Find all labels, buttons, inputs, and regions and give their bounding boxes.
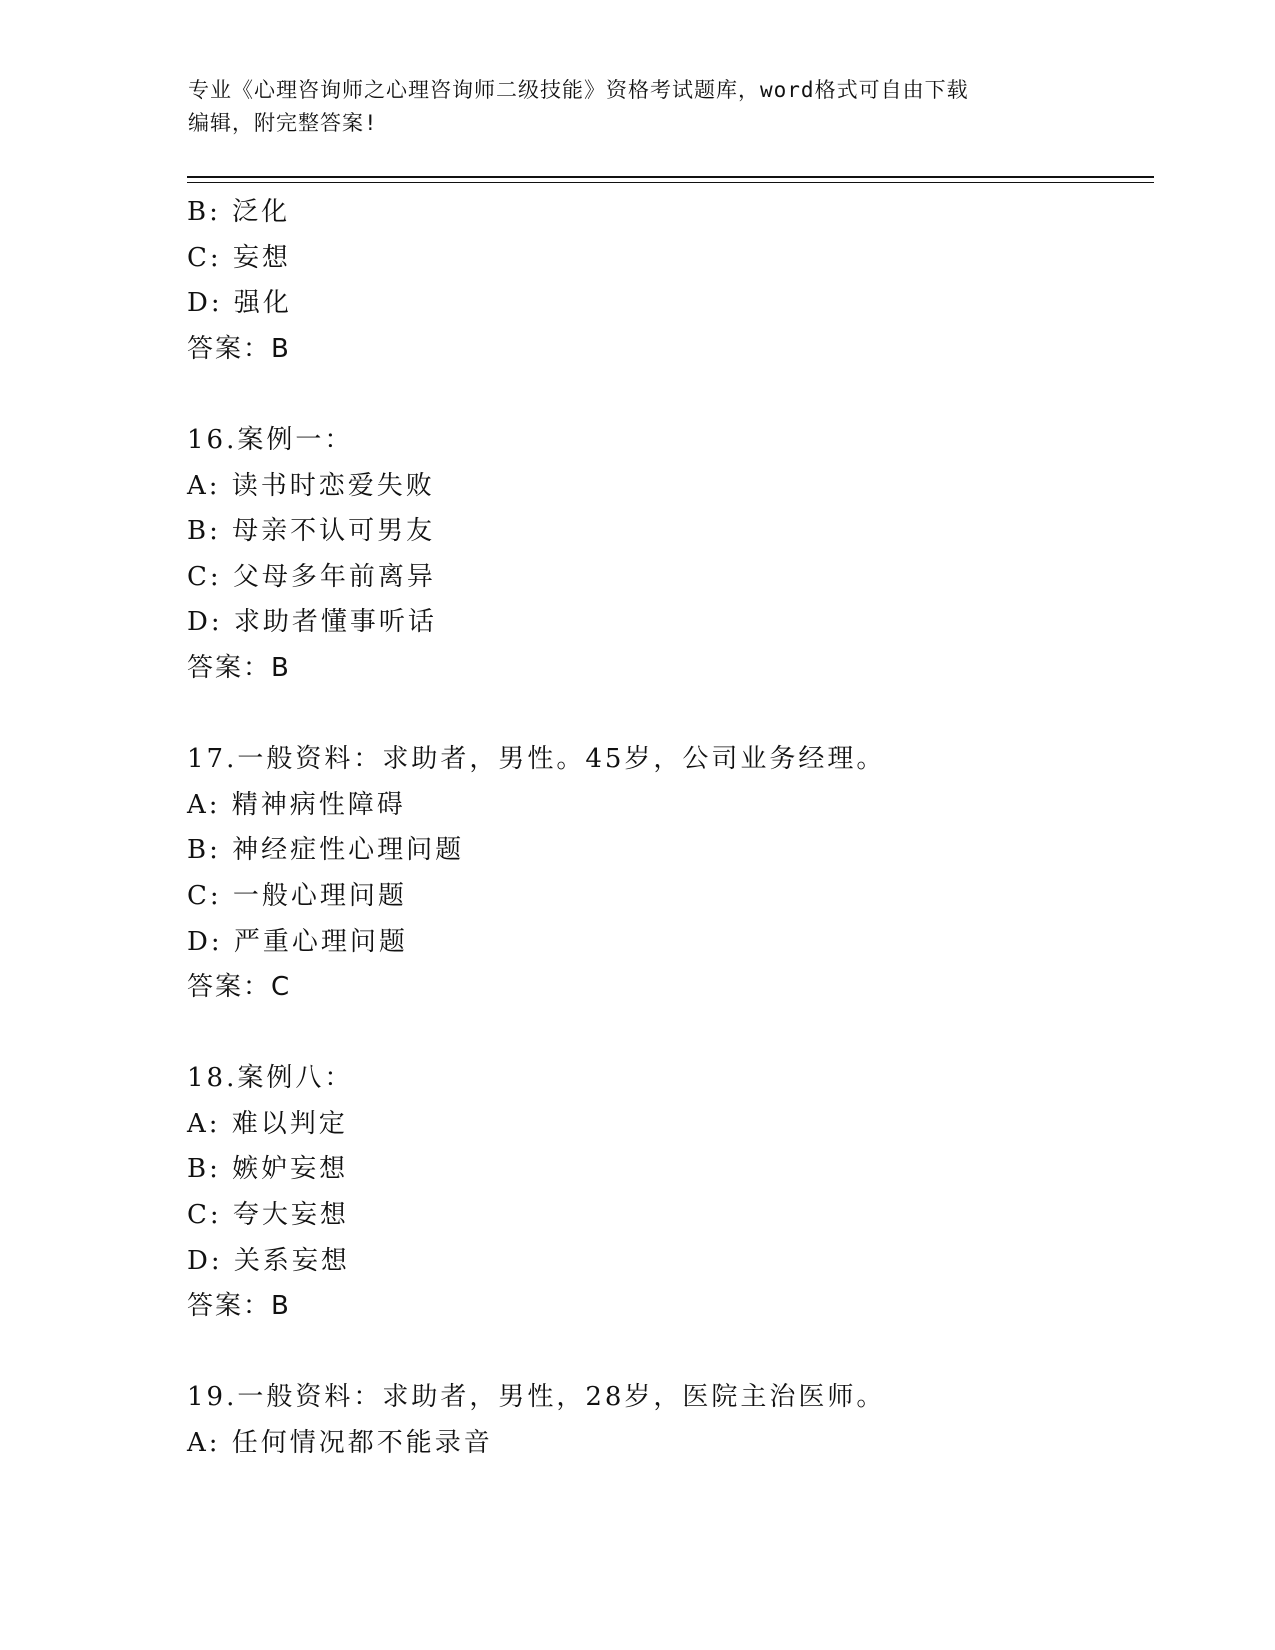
spacer	[187, 692, 1147, 738]
answer-line: 答案：B	[187, 652, 291, 683]
question-block-17	[187, 737, 1147, 1011]
spacer	[187, 372, 1147, 418]
question-list	[187, 190, 1147, 1467]
question-block-16	[187, 418, 1147, 692]
header-line-1: 专业《心理咨询师之心理咨询师二级技能》资格考试题库，word格式可自由下载	[188, 78, 969, 102]
header-divider-thick	[187, 176, 1154, 178]
question-stem: 16.案例一：	[187, 424, 354, 455]
option-a: A: 读书时恋爱失败	[187, 470, 435, 501]
question-stem: 18.案例八：	[187, 1063, 354, 1094]
option-d: D: 关系妄想	[187, 1245, 350, 1276]
spacer	[187, 1011, 1147, 1057]
question-block-15-continued	[187, 190, 1147, 372]
option-b: B: 泛化	[187, 197, 291, 227]
option-a: A: 任何情况都不能录音	[187, 1428, 493, 1459]
answer-line: 答案：B	[187, 333, 291, 364]
option-c: C: 夸大妄想	[187, 1200, 349, 1231]
answer-line: 答案：B	[187, 1291, 291, 1322]
option-d: D: 求助者懂事听话	[187, 607, 437, 638]
header-line-2: 编辑，附完整答案!	[188, 111, 378, 135]
question-block-18	[187, 1056, 1147, 1330]
header-divider-thin	[187, 182, 1154, 183]
question-stem: 17.一般资料：求助者，男性。45岁，公司业务经理。	[187, 744, 886, 775]
document-header	[188, 74, 1088, 140]
option-b: B: 神经症性心理问题	[187, 835, 465, 866]
option-a: A: 难以判定	[187, 1108, 348, 1139]
option-d: D: 严重心理问题	[187, 926, 408, 957]
answer-line: 答案：C	[187, 972, 292, 1003]
option-d: D: 强化	[187, 288, 292, 319]
option-c: C: 父母多年前离异	[187, 561, 436, 592]
option-a: A: 精神病性障碍	[187, 789, 406, 820]
option-b: B: 母亲不认可男友	[187, 516, 436, 547]
option-c: C: 妄想	[187, 242, 291, 273]
option-c: C: 一般心理问题	[187, 880, 407, 911]
option-b: B: 嫉妒妄想	[187, 1154, 349, 1185]
question-stem: 19.一般资料：求助者，男性，28岁，医院主治医师。	[187, 1382, 886, 1413]
question-block-19	[187, 1375, 1147, 1466]
spacer	[187, 1330, 1147, 1376]
